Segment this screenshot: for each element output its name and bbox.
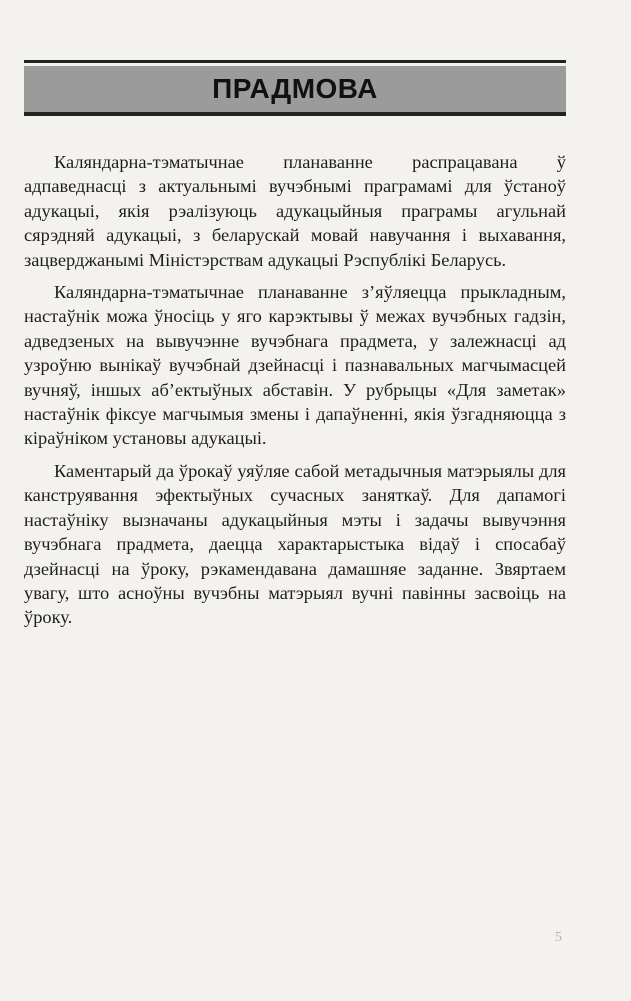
heading-banner	[24, 66, 566, 112]
page-number: 5	[555, 930, 562, 945]
paragraph-2: Каляндарна-тэматычнае планаванне з’яўляецца прыкладным, настаўнік можа ўносіць у яго карэктывы ў межах вучэбных гадзін, адведзеных на вывучэнне вучэбнага прадмета, у залежнасці ад узроўню вынікаў вучэбнай дзейнасці і пазнавальных магчымасцей вучняў, іншых аб’ектыўных абставін. У рубрыцы «Для заметак» настаўнік фіксуе магчымыя змены і дапаўненні, якія ўзгадняюцца з кіраўніком установы адукацыі.	[24, 282, 566, 449]
page-title: ПРАДМОВА	[212, 73, 378, 104]
paragraph-3: Каментарый да ўрокаў уяўляе сабой метадычныя матэрыялы для канструявання эфектыўных сучасных заняткаў. Для дапамогі настаўніку вызначаны адукацыйныя мэты і задачы вывучэння вучэбнага прадмета, даецца характарыстыка відаў і спосабаў дзейнасці на ўроку, рэкамендавана дамашняе заданне. Звяртаем увагу, што асноўны вучэбны матэрыял вучні павінны засвоіць на ўроку.	[24, 460, 566, 628]
paragraph-1: Каляндарна-тэматычнае планаванне распрацавана ў адпаведнасці з актуальнымі вучэбнымі праграмамі для ўстаноў адукацыі, якія рэалізуюць адукацыйныя праграмы агульнай сярэдняй адукацыі, з беларускай мовай навучання і выхавання, зацверджанымі Міністэрствам адукацыі Рэспублікі Беларусь.	[24, 152, 566, 270]
preface-text	[24, 150, 566, 638]
heading-bottom-rule	[24, 112, 566, 116]
heading-top-rule	[24, 60, 566, 63]
